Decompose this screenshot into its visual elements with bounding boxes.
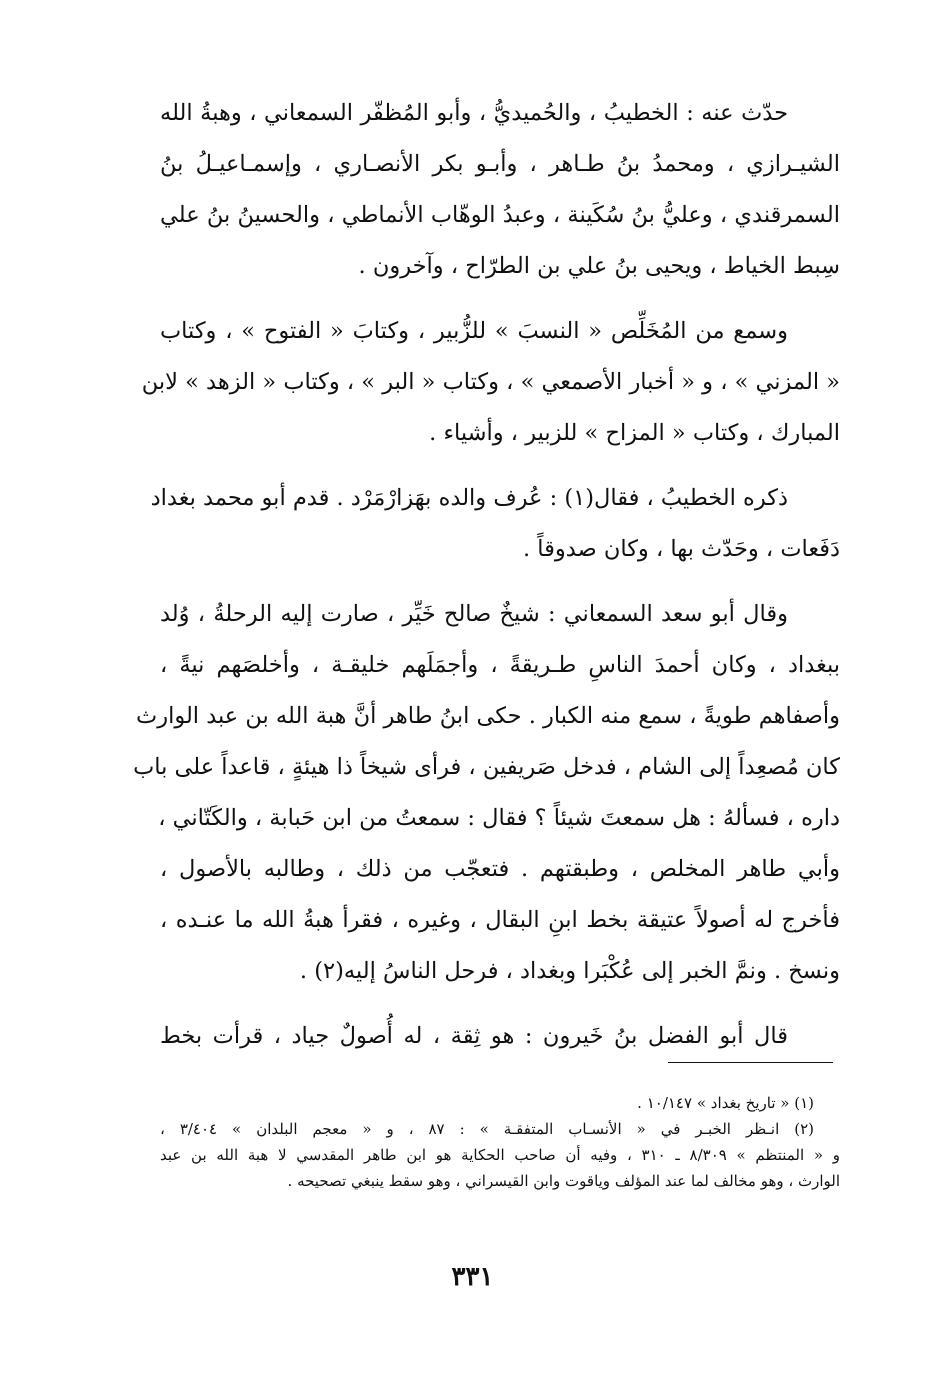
- paragraph-khayrun: [160, 1011, 840, 1062]
- text-line: وأبي طاهر المخلص ، وطبقتهم . فتعجّب من ذلك ، وطالبه بالأصول ،: [160, 856, 840, 882]
- paragraph-khatib: [150, 473, 840, 575]
- text-line: قال أبو الفضل بنُ خَيرون : هو ثِقة ، له أُصولٌ جياد ، قرأت بخط: [160, 1023, 788, 1049]
- text-line: السمرقندي ، وعليُّ بنُ سُكَينة ، وعبدُ الوهّاب الأنماطي ، والحسينُ بنُ علي: [160, 202, 840, 228]
- paragraph-samani: [133, 589, 840, 997]
- page-body: [133, 88, 840, 1076]
- footnote-divider: [668, 1062, 833, 1063]
- text-line: ذكره الخطيبُ ، فقال(١) : عُرف والده بهَزارْمَرْد . قدم أبو محمد بغداد: [150, 485, 788, 511]
- text-line: سِبط الخياط ، ويحيى بنُ علي بن الطرّاح ، وآخرون .: [358, 253, 840, 279]
- text-line: ونسخ . ونمَّ الخبر إلى عُكْبَرا وبغداد ، فرحل الناسُ إليه(٢) .: [299, 958, 840, 984]
- text-line: الشيـرازي ، ومحمدُ بنُ طـاهر ، وأبـو بكر الأنصـاري ، وإسمـاعيـلُ بنُ: [160, 151, 840, 177]
- paragraph-narrators: [160, 88, 840, 292]
- footnote-line: الوارث ، وهو مخالف لما عند المؤلف وياقوت وابن القيسراني ، وهو سقط ينبغي تصحيحه .: [287, 1172, 840, 1190]
- footnote-line: (١) « تاريخ بغداد » ١٠/١٤٧ .: [637, 1094, 814, 1112]
- text-line: وقال أبو سعد السمعاني : شيخٌ صالح خَيِّر ، صارت إليه الرحلةُ ، وُلد: [160, 601, 788, 627]
- text-line: دَفَعات ، وحَدّث بها ، وكان صدوقاً .: [522, 536, 840, 562]
- footnote-line: و « المنتظم » ٨/٣٠٩ ـ ٣١٠ ، وفيه أن صاحب الحكاية هو ابن طاهر المقدسي لا هبة الله بن عبد: [160, 1146, 841, 1164]
- text-line: وسمع من المُخَلِّص « النسبَ » للزُّبير ، وكتابَ « الفتوح » ، وكتاب: [160, 318, 788, 344]
- text-line: المبارك ، وكتاب « المزاح » للزبير ، وأشياء .: [429, 420, 840, 446]
- text-line: فأخرج له أصولاً عتيقة بخط ابنِ البقال ، وغيره ، فقرأ هبةُ الله ما عنـده ،: [160, 907, 840, 933]
- text-line: داره ، فسألهُ : هل سمعتَ شيئاً ؟ فقال : سمعتُ من ابن حَبابة ، والكَتّاني ،: [158, 805, 840, 831]
- text-line: وأصفاهم طويةً ، سمع منه الكبار . حكى ابنُ طاهر أنَّ هبة الله بن عبد الوارث: [136, 703, 840, 729]
- paragraph-heard: [141, 306, 840, 459]
- footnote-line: (٢) انـظر الخبـر في « الأنسـاب المتفقـة » : ٨٧ ، و « معجم البلدان » ٣/٤٠٤ ،: [160, 1120, 814, 1138]
- text-line: كان مُصعِداً إلى الشام ، فدخل صَريفين ، فرأى شيخاً ذا هيئةٍ ، قاعداً على باب: [133, 754, 840, 780]
- text-line: ببغداد ، وكان أحمدَ الناسِ طـريقةً ، وأجمَلَهم خليقـة ، وأخلصَهم نيةً ،: [160, 652, 840, 678]
- page-number: ٣٣١: [451, 1262, 494, 1292]
- footnotes: [160, 1090, 840, 1194]
- text-line: حدّث عنه : الخطيبُ ، والحُميديُّ ، وأبو المُظفّر السمعاني ، وهبةُ الله: [160, 100, 788, 126]
- text-line: « المزني » ، و « أخبار الأصمعي » ، وكتاب « البر » ، وكتاب « الزهد » لابن: [141, 369, 840, 395]
